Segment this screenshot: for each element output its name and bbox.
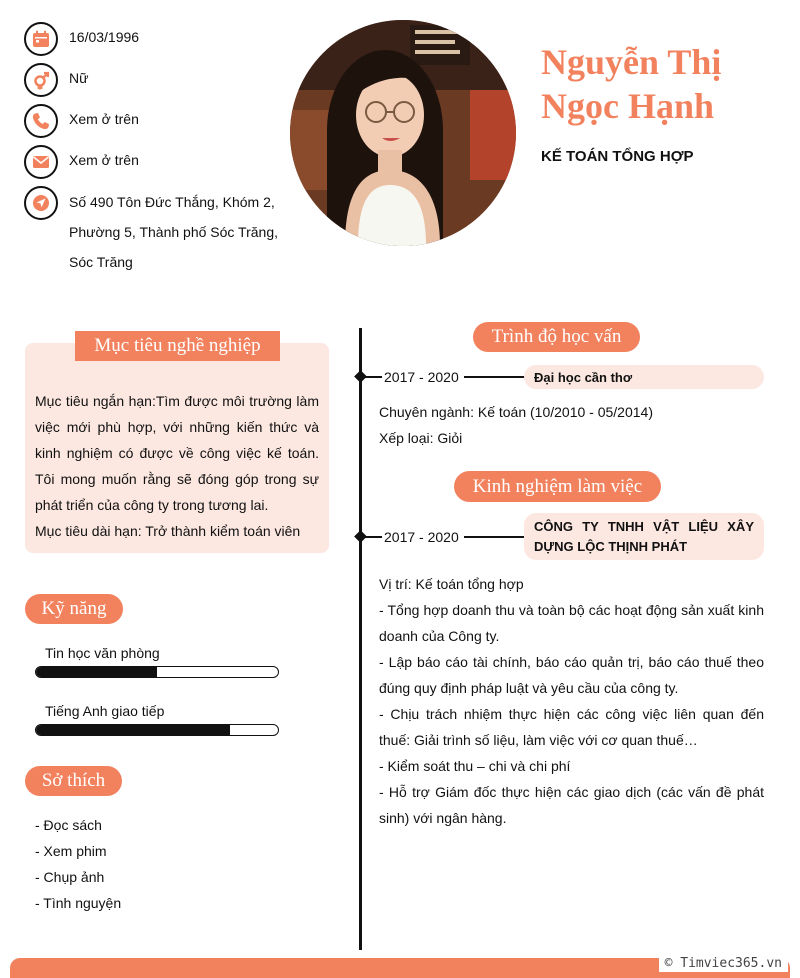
- skill-bar-fill: [36, 725, 230, 735]
- skill-bar: [35, 666, 279, 678]
- duty-item: - Chịu trách nhiệm thực hiện các công việc liên quan đến thuế: Giải trình số liệu, làm việc với cơ quan thuế…: [379, 706, 764, 748]
- hobby-item: - Đọc sách: [35, 817, 102, 833]
- hobbies-heading: Sở thích: [25, 766, 122, 796]
- email-icon: [24, 145, 58, 179]
- duty-item: - Hỗ trợ Giám đốc thực hiện các giao dịch (các vấn đề phát sinh) với ngân hàng.: [379, 784, 764, 826]
- experience-heading: Kinh nghiệm làm việc: [454, 471, 661, 502]
- email-text: Xem ở trên: [69, 152, 139, 168]
- experience-period: 2017 - 2020: [384, 529, 459, 545]
- candidate-name: [541, 40, 791, 128]
- experience-company: CÔNG TY TNHH VẬT LIỆU XÂY DỰNG LỘC THỊNH PHÁT: [524, 513, 764, 560]
- connector-line: [464, 536, 526, 538]
- education-details: [379, 399, 764, 451]
- skills-heading: Kỹ năng: [25, 594, 123, 624]
- hobby-item: - Tình nguyện: [35, 895, 122, 911]
- skill-label: Tiếng Anh giao tiếp: [45, 703, 165, 719]
- address-line: Sóc Trăng: [69, 254, 133, 270]
- skill-label: Tin học văn phòng: [45, 645, 160, 661]
- connector-line: [364, 536, 382, 538]
- education-period: 2017 - 2020: [384, 369, 459, 385]
- gender-text: Nữ: [69, 70, 89, 86]
- contact-birthday: [24, 22, 139, 56]
- education-school: Đại học cần thơ: [524, 365, 764, 389]
- connector-line: [464, 376, 526, 378]
- education-grade: Xếp loại: Giỏi: [379, 430, 463, 446]
- address-line: Phường 5, Thành phố Sóc Trăng,: [69, 224, 278, 240]
- education-major: Chuyên ngành: Kế toán (10/2010 - 05/2014): [379, 404, 653, 420]
- name-line: Ngọc Hạnh: [541, 86, 715, 126]
- career-goal-text: [35, 388, 319, 544]
- duty-item: - Lập báo cáo tài chính, báo cáo quản trị, báo cáo thuế theo đúng quy định pháp luật và yêu cầu của công ty.: [379, 654, 764, 696]
- calendar-icon: [24, 22, 58, 56]
- skill-bar-fill: [36, 667, 157, 677]
- contact-phone: [24, 104, 139, 138]
- phone-text: Xem ở trên: [69, 111, 139, 127]
- hobby-item: - Xem phim: [35, 843, 107, 859]
- contact-gender: [24, 63, 88, 97]
- experience-position: Vị trí: Kế toán tổng hợp: [379, 576, 524, 592]
- address-line: Số 490 Tôn Đức Thắng, Khóm 2,: [69, 194, 275, 210]
- duty-item: - Kiểm soát thu – chi và chi phí: [379, 758, 571, 774]
- contact-email: [24, 145, 139, 179]
- education-heading: Trình độ học vấn: [473, 322, 640, 352]
- name-line: Nguyễn Thị: [541, 42, 722, 82]
- phone-icon: [24, 104, 58, 138]
- contact-address: [24, 186, 278, 277]
- hobbies-list: [35, 812, 121, 916]
- connector-line: [364, 376, 382, 378]
- timeline-line: [359, 328, 362, 950]
- hobby-item: - Chụp ảnh: [35, 869, 105, 885]
- gender-icon: [24, 63, 58, 97]
- experience-details: [379, 571, 764, 831]
- long-term-goal: Mục tiêu dài hạn: Trở thành kiểm toán viên: [35, 523, 301, 539]
- career-goal-heading: Mục tiêu nghề nghiệp: [75, 331, 280, 361]
- duty-item: - Tổng hợp doanh thu và toàn bộ các hoạt động sản xuất kinh doanh của Công ty.: [379, 602, 764, 644]
- profile-photo: [290, 20, 516, 246]
- short-term-goal: Mục tiêu ngắn hạn:Tìm được môi trường làm việc mới phù hợp, với những kiến thức và kinh nghiệm có được về công việc kế toán. Tôi mong muốn rằng sẽ đóng góp trong sự phát triển của công ty trong tương lai.: [35, 393, 319, 513]
- birthday-text: 16/03/1996: [69, 29, 140, 45]
- job-title: KẾ TOÁN TỔNG HỢP: [541, 148, 694, 165]
- skill-bar: [35, 724, 279, 736]
- location-icon: [24, 186, 58, 220]
- watermark: © Timviec365.vn: [659, 956, 788, 972]
